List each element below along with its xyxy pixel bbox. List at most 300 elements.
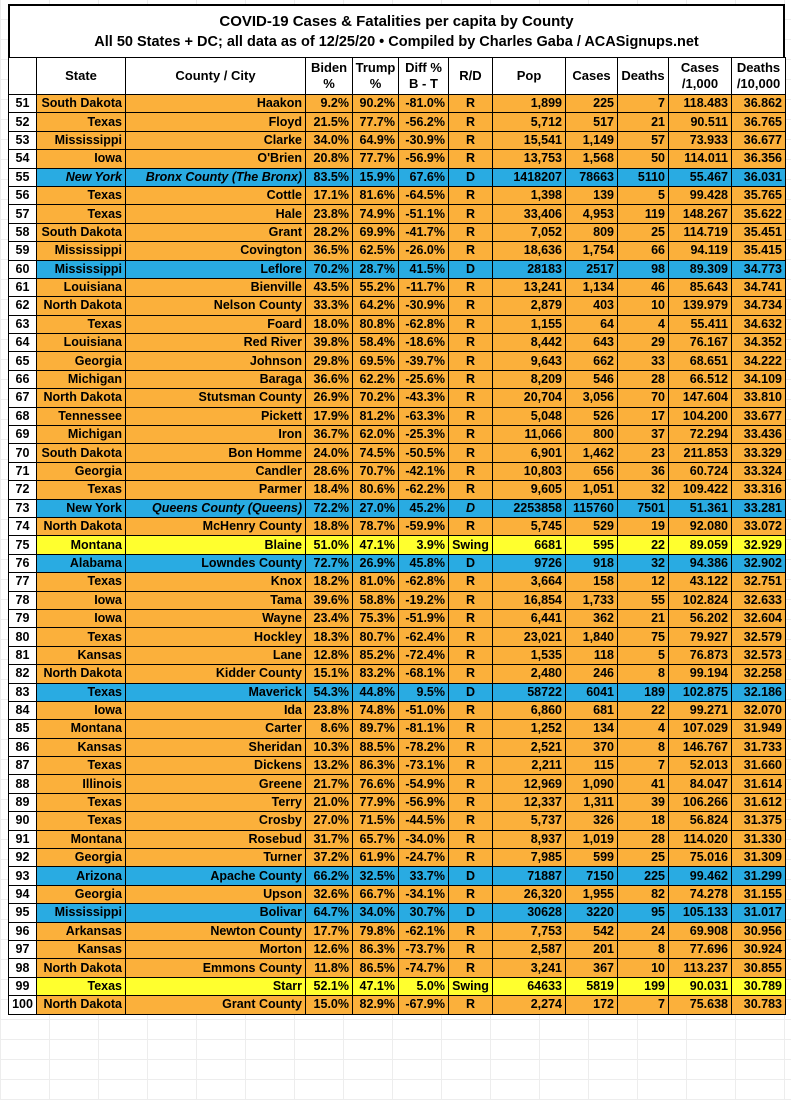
cell-pop: 5,048 — [493, 407, 566, 425]
cell-county: Lowndes County — [126, 554, 306, 572]
cell-county: Dickens — [126, 757, 306, 775]
cell-trump: 83.2% — [353, 665, 399, 683]
cell-cases: 546 — [566, 370, 618, 388]
cell-diff: -62.8% — [399, 315, 449, 333]
cell-d10k: 36.356 — [732, 150, 786, 168]
cell-d10k: 36.765 — [732, 113, 786, 131]
cell-trump: 61.9% — [353, 849, 399, 867]
cell-n: 92 — [9, 849, 37, 867]
cell-pop: 7,985 — [493, 849, 566, 867]
cell-d10k: 35.415 — [732, 242, 786, 260]
cell-c1k: 139.979 — [669, 297, 732, 315]
cell-county: Upson — [126, 885, 306, 903]
table-row — [9, 278, 786, 296]
cell-n: 98 — [9, 959, 37, 977]
cell-deaths: 37 — [618, 426, 669, 444]
cell-deaths: 119 — [618, 205, 669, 223]
cell-rd: R — [449, 95, 493, 113]
cell-county: McHenry County — [126, 517, 306, 535]
cell-state: Texas — [37, 205, 126, 223]
table-body — [9, 95, 786, 1015]
cell-cases: 115760 — [566, 499, 618, 517]
cell-biden: 21.0% — [306, 793, 353, 811]
cell-biden: 31.7% — [306, 830, 353, 848]
table-row — [9, 481, 786, 499]
cell-n: 79 — [9, 609, 37, 627]
cell-rd: Swing — [449, 977, 493, 995]
cell-n: 80 — [9, 628, 37, 646]
col-header-diff: Diff % B - T — [399, 58, 449, 95]
cell-county: Ida — [126, 701, 306, 719]
cell-state: Texas — [37, 481, 126, 499]
cell-diff: -62.2% — [399, 481, 449, 499]
cell-state: Georgia — [37, 885, 126, 903]
cell-diff: 67.6% — [399, 168, 449, 186]
cell-rd: R — [449, 481, 493, 499]
cell-trump: 81.6% — [353, 186, 399, 204]
cell-biden: 23.8% — [306, 701, 353, 719]
cell-d10k: 30.783 — [732, 996, 786, 1014]
cell-c1k: 102.824 — [669, 591, 732, 609]
cell-rd: R — [449, 113, 493, 131]
cell-d10k: 32.573 — [732, 646, 786, 664]
cell-deaths: 199 — [618, 977, 669, 995]
cell-pop: 26,320 — [493, 885, 566, 903]
cell-county: Foard — [126, 315, 306, 333]
cell-cases: 362 — [566, 609, 618, 627]
cell-trump: 77.9% — [353, 793, 399, 811]
cell-c1k: 84.047 — [669, 775, 732, 793]
cell-cases: 656 — [566, 462, 618, 480]
cell-county: Hale — [126, 205, 306, 223]
cell-rd: R — [449, 940, 493, 958]
cell-cases: 1,462 — [566, 444, 618, 462]
cell-pop: 1,535 — [493, 646, 566, 664]
cell-c1k: 99.271 — [669, 701, 732, 719]
cell-deaths: 21 — [618, 113, 669, 131]
cell-n: 54 — [9, 150, 37, 168]
cell-d10k: 30.956 — [732, 922, 786, 940]
cell-n: 68 — [9, 407, 37, 425]
cell-rd: D — [449, 683, 493, 701]
cell-state: Texas — [37, 757, 126, 775]
cell-trump: 47.1% — [353, 977, 399, 995]
cell-cases: 6041 — [566, 683, 618, 701]
cell-rd: R — [449, 628, 493, 646]
cell-deaths: 36 — [618, 462, 669, 480]
cell-rd: R — [449, 131, 493, 149]
cell-cases: 1,090 — [566, 775, 618, 793]
table-row — [9, 352, 786, 370]
cell-c1k: 99.194 — [669, 665, 732, 683]
cell-rd: R — [449, 830, 493, 848]
table-row — [9, 113, 786, 131]
cell-county: Grant — [126, 223, 306, 241]
cell-biden: 21.5% — [306, 113, 353, 131]
cell-trump: 55.2% — [353, 278, 399, 296]
cell-county: Maverick — [126, 683, 306, 701]
cell-biden: 39.8% — [306, 334, 353, 352]
cell-deaths: 12 — [618, 573, 669, 591]
cell-trump: 88.5% — [353, 738, 399, 756]
cell-trump: 58.8% — [353, 591, 399, 609]
cell-trump: 47.1% — [353, 536, 399, 554]
cell-rd: R — [449, 462, 493, 480]
cell-d10k: 32.186 — [732, 683, 786, 701]
table-row — [9, 517, 786, 535]
cell-cases: 225 — [566, 95, 618, 113]
cell-d10k: 36.677 — [732, 131, 786, 149]
cell-cases: 1,019 — [566, 830, 618, 848]
cell-trump: 79.8% — [353, 922, 399, 940]
cell-county: Hockley — [126, 628, 306, 646]
cell-trump: 80.8% — [353, 315, 399, 333]
cell-deaths: 5 — [618, 646, 669, 664]
cell-diff: -56.9% — [399, 793, 449, 811]
cell-trump: 64.9% — [353, 131, 399, 149]
cell-diff: -18.6% — [399, 334, 449, 352]
col-header-cases: Cases — [566, 58, 618, 95]
cell-c1k: 105.133 — [669, 904, 732, 922]
cell-county: Emmons County — [126, 959, 306, 977]
cell-diff: -43.3% — [399, 389, 449, 407]
cell-biden: 72.7% — [306, 554, 353, 572]
cell-rd: D — [449, 260, 493, 278]
table-row — [9, 793, 786, 811]
cell-d10k: 31.309 — [732, 849, 786, 867]
table-row — [9, 701, 786, 719]
cell-n: 81 — [9, 646, 37, 664]
table-row — [9, 554, 786, 572]
cell-county: Queens County (Queens) — [126, 499, 306, 517]
cell-trump: 69.5% — [353, 352, 399, 370]
cell-d10k: 36.862 — [732, 95, 786, 113]
cell-d10k: 32.579 — [732, 628, 786, 646]
cell-diff: -72.4% — [399, 646, 449, 664]
cell-biden: 54.3% — [306, 683, 353, 701]
cell-deaths: 32 — [618, 554, 669, 572]
col-header-pop: Pop — [493, 58, 566, 95]
cell-n: 93 — [9, 867, 37, 885]
cell-county: Bronx County (The Bronx) — [126, 168, 306, 186]
cell-d10k: 34.632 — [732, 315, 786, 333]
cell-county: Pickett — [126, 407, 306, 425]
cell-diff: -42.1% — [399, 462, 449, 480]
cell-deaths: 8 — [618, 738, 669, 756]
cell-n: 73 — [9, 499, 37, 517]
cell-d10k: 33.316 — [732, 481, 786, 499]
cell-rd: R — [449, 517, 493, 535]
cell-state: Georgia — [37, 352, 126, 370]
cell-n: 82 — [9, 665, 37, 683]
cell-diff: -63.3% — [399, 407, 449, 425]
cell-deaths: 23 — [618, 444, 669, 462]
table-row — [9, 370, 786, 388]
cell-biden: 15.0% — [306, 996, 353, 1014]
table-row — [9, 867, 786, 885]
cell-diff: -39.7% — [399, 352, 449, 370]
cell-trump: 85.2% — [353, 646, 399, 664]
cell-biden: 23.8% — [306, 205, 353, 223]
cell-county: O'Brien — [126, 150, 306, 168]
cell-pop: 13,753 — [493, 150, 566, 168]
cell-c1k: 52.013 — [669, 757, 732, 775]
table-row — [9, 885, 786, 903]
cell-c1k: 109.422 — [669, 481, 732, 499]
cell-state: South Dakota — [37, 95, 126, 113]
cell-diff: -81.0% — [399, 95, 449, 113]
cell-county: Rosebud — [126, 830, 306, 848]
cell-pop: 64633 — [493, 977, 566, 995]
cell-pop: 2,211 — [493, 757, 566, 775]
table-row — [9, 444, 786, 462]
cell-biden: 27.0% — [306, 812, 353, 830]
cell-state: Texas — [37, 573, 126, 591]
cell-pop: 6,860 — [493, 701, 566, 719]
cell-c1k: 74.278 — [669, 885, 732, 903]
cell-biden: 26.9% — [306, 389, 353, 407]
table-row — [9, 683, 786, 701]
cell-c1k: 75.638 — [669, 996, 732, 1014]
cell-rd: D — [449, 554, 493, 572]
cell-cases: 1,568 — [566, 150, 618, 168]
cell-biden: 83.5% — [306, 168, 353, 186]
cell-diff: -25.3% — [399, 426, 449, 444]
table-row — [9, 812, 786, 830]
cell-state: South Dakota — [37, 223, 126, 241]
cell-n: 69 — [9, 426, 37, 444]
cell-cases: 78663 — [566, 168, 618, 186]
cell-deaths: 22 — [618, 536, 669, 554]
cell-cases: 64 — [566, 315, 618, 333]
table-row — [9, 223, 786, 241]
cell-state: North Dakota — [37, 996, 126, 1014]
cell-pop: 2,521 — [493, 738, 566, 756]
table-row — [9, 775, 786, 793]
table-row — [9, 95, 786, 113]
cell-trump: 70.7% — [353, 462, 399, 480]
cell-rd: R — [449, 720, 493, 738]
cell-diff: -68.1% — [399, 665, 449, 683]
cell-n: 65 — [9, 352, 37, 370]
cell-state: North Dakota — [37, 297, 126, 315]
cell-rd: R — [449, 665, 493, 683]
cell-n: 96 — [9, 922, 37, 940]
cell-county: Starr — [126, 977, 306, 995]
cell-state: New York — [37, 168, 126, 186]
cell-diff: -67.9% — [399, 996, 449, 1014]
cell-state: Mississippi — [37, 904, 126, 922]
cell-pop: 2253858 — [493, 499, 566, 517]
cell-c1k: 113.237 — [669, 959, 732, 977]
cell-deaths: 17 — [618, 407, 669, 425]
cell-county: Sheridan — [126, 738, 306, 756]
cell-deaths: 55 — [618, 591, 669, 609]
cell-d10k: 34.352 — [732, 334, 786, 352]
table-row — [9, 186, 786, 204]
cell-diff: -30.9% — [399, 297, 449, 315]
cell-n: 56 — [9, 186, 37, 204]
cell-n: 89 — [9, 793, 37, 811]
cell-pop: 20,704 — [493, 389, 566, 407]
cell-rd: D — [449, 867, 493, 885]
cell-cases: 526 — [566, 407, 618, 425]
cell-diff: -64.5% — [399, 186, 449, 204]
cell-diff: -34.1% — [399, 885, 449, 903]
cell-n: 63 — [9, 315, 37, 333]
cell-biden: 29.8% — [306, 352, 353, 370]
cell-cases: 370 — [566, 738, 618, 756]
cell-state: Tennessee — [37, 407, 126, 425]
cell-deaths: 28 — [618, 830, 669, 848]
cell-rd: D — [449, 904, 493, 922]
cell-state: Mississippi — [37, 131, 126, 149]
cell-c1k: 51.361 — [669, 499, 732, 517]
cell-d10k: 32.929 — [732, 536, 786, 554]
cell-pop: 1,252 — [493, 720, 566, 738]
cell-c1k: 76.873 — [669, 646, 732, 664]
cell-county: Clarke — [126, 131, 306, 149]
cell-diff: -62.1% — [399, 922, 449, 940]
cell-n: 75 — [9, 536, 37, 554]
cell-n: 51 — [9, 95, 37, 113]
cell-cases: 1,149 — [566, 131, 618, 149]
cell-state: Arkansas — [37, 922, 126, 940]
cell-biden: 18.8% — [306, 517, 353, 535]
cell-trump: 27.0% — [353, 499, 399, 517]
cell-c1k: 114.011 — [669, 150, 732, 168]
cell-trump: 64.2% — [353, 297, 399, 315]
cell-rd: R — [449, 738, 493, 756]
cell-d10k: 34.741 — [732, 278, 786, 296]
cell-biden: 37.2% — [306, 849, 353, 867]
cell-county: Baraga — [126, 370, 306, 388]
cell-n: 90 — [9, 812, 37, 830]
cell-n: 99 — [9, 977, 37, 995]
cell-cases: 1,134 — [566, 278, 618, 296]
cell-state: North Dakota — [37, 389, 126, 407]
cell-county: Apache County — [126, 867, 306, 885]
cell-rd: R — [449, 573, 493, 591]
cell-n: 70 — [9, 444, 37, 462]
page-subtitle: All 50 States + DC; all data as of 12/25/20 • Compiled by Charles Gaba / ACASignups.net — [94, 34, 699, 50]
cell-trump: 62.5% — [353, 242, 399, 260]
cell-deaths: 19 — [618, 517, 669, 535]
cell-rd: R — [449, 885, 493, 903]
cell-c1k: 118.483 — [669, 95, 732, 113]
cell-trump: 62.0% — [353, 426, 399, 444]
cell-cases: 246 — [566, 665, 618, 683]
cell-rd: R — [449, 315, 493, 333]
cell-county: Greene — [126, 775, 306, 793]
cell-cases: 118 — [566, 646, 618, 664]
cell-pop: 1,899 — [493, 95, 566, 113]
cell-deaths: 4 — [618, 315, 669, 333]
cell-diff: -51.1% — [399, 205, 449, 223]
col-header-rank — [9, 58, 37, 95]
cell-diff: 5.0% — [399, 977, 449, 995]
cell-pop: 5,737 — [493, 812, 566, 830]
cell-c1k: 106.266 — [669, 793, 732, 811]
cell-d10k: 34.222 — [732, 352, 786, 370]
cell-biden: 18.4% — [306, 481, 353, 499]
cell-d10k: 31.155 — [732, 885, 786, 903]
cell-state: Michigan — [37, 426, 126, 444]
cell-state: Texas — [37, 977, 126, 995]
cell-diff: -51.0% — [399, 701, 449, 719]
cell-state: Georgia — [37, 849, 126, 867]
cell-diff: -62.8% — [399, 573, 449, 591]
cell-n: 77 — [9, 573, 37, 591]
cell-n: 86 — [9, 738, 37, 756]
cell-diff: 45.2% — [399, 499, 449, 517]
table-row — [9, 131, 786, 149]
cell-rd: R — [449, 922, 493, 940]
table-row — [9, 940, 786, 958]
cell-trump: 86.3% — [353, 757, 399, 775]
cell-rd: R — [449, 186, 493, 204]
cell-c1k: 94.386 — [669, 554, 732, 572]
cell-biden: 10.3% — [306, 738, 353, 756]
cell-rd: R — [449, 297, 493, 315]
cell-pop: 58722 — [493, 683, 566, 701]
cell-biden: 34.0% — [306, 131, 353, 149]
cell-biden: 17.1% — [306, 186, 353, 204]
cell-rd: R — [449, 352, 493, 370]
cell-c1k: 90.031 — [669, 977, 732, 995]
cell-county: Stutsman County — [126, 389, 306, 407]
cell-cases: 662 — [566, 352, 618, 370]
cell-biden: 70.2% — [306, 260, 353, 278]
cell-pop: 16,854 — [493, 591, 566, 609]
cell-d10k: 36.031 — [732, 168, 786, 186]
cell-county: Wayne — [126, 609, 306, 627]
cell-rd: R — [449, 426, 493, 444]
cell-d10k: 32.751 — [732, 573, 786, 591]
cell-pop: 8,442 — [493, 334, 566, 352]
table-row — [9, 757, 786, 775]
header-row — [9, 58, 786, 95]
cell-state: Iowa — [37, 609, 126, 627]
cell-d10k: 32.258 — [732, 665, 786, 683]
cell-d10k: 31.614 — [732, 775, 786, 793]
cell-diff: 45.8% — [399, 554, 449, 572]
cell-pop: 18,636 — [493, 242, 566, 260]
cell-trump: 32.5% — [353, 867, 399, 885]
cell-rd: R — [449, 223, 493, 241]
cell-c1k: 148.267 — [669, 205, 732, 223]
cell-d10k: 31.733 — [732, 738, 786, 756]
cell-biden: 33.3% — [306, 297, 353, 315]
cell-n: 91 — [9, 830, 37, 848]
cell-pop: 30628 — [493, 904, 566, 922]
cell-diff: 33.7% — [399, 867, 449, 885]
cell-trump: 80.6% — [353, 481, 399, 499]
cell-biden: 32.6% — [306, 885, 353, 903]
cell-deaths: 24 — [618, 922, 669, 940]
cell-state: Iowa — [37, 591, 126, 609]
cell-cases: 800 — [566, 426, 618, 444]
cell-pop: 3,664 — [493, 573, 566, 591]
cell-d10k: 30.924 — [732, 940, 786, 958]
cell-d10k: 33.810 — [732, 389, 786, 407]
cell-d10k: 33.281 — [732, 499, 786, 517]
cell-cases: 529 — [566, 517, 618, 535]
cell-n: 83 — [9, 683, 37, 701]
cell-trump: 15.9% — [353, 168, 399, 186]
cell-cases: 139 — [566, 186, 618, 204]
cell-diff: -24.7% — [399, 849, 449, 867]
